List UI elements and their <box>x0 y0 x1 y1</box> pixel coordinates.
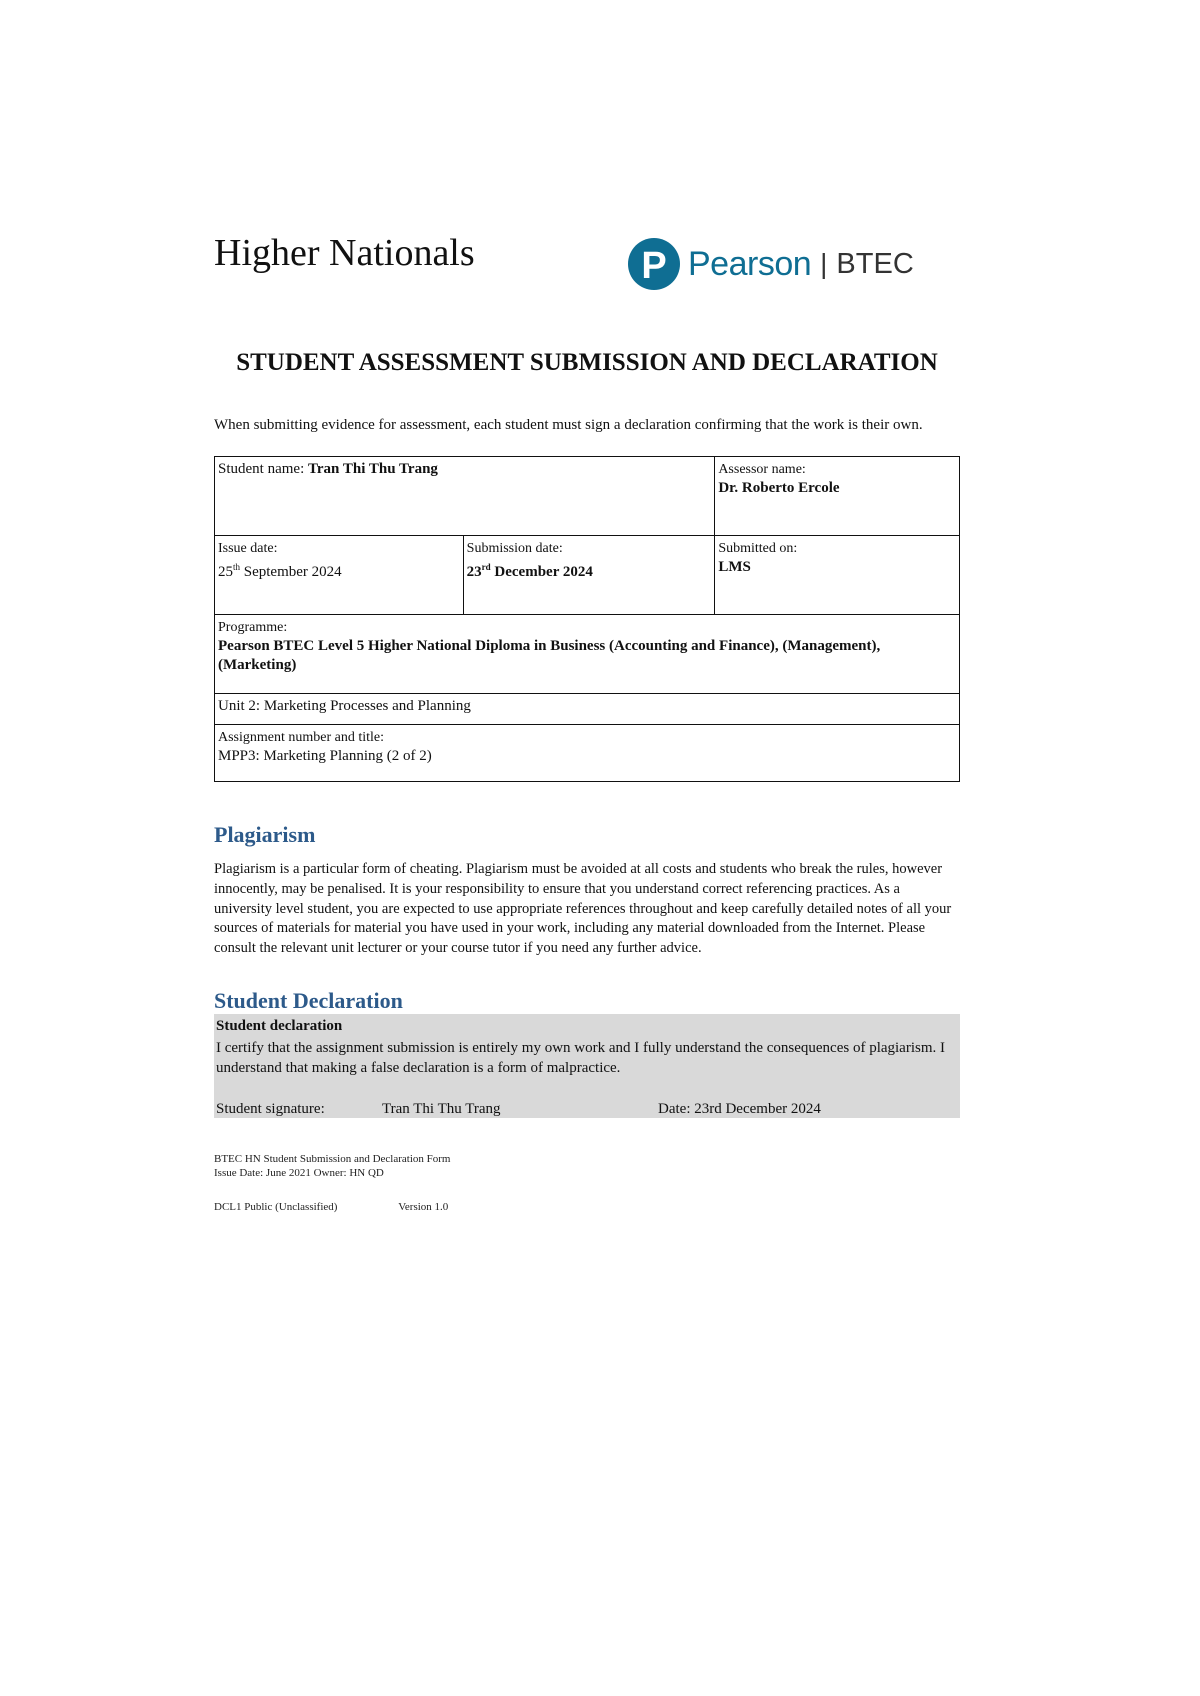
table-row <box>215 536 960 615</box>
footer-classification-row <box>214 1200 448 1214</box>
submitted-on-label: Submitted on: <box>718 541 798 556</box>
higher-nationals-title: Higher Nationals <box>214 232 475 274</box>
submitted-on-value: LMS <box>718 559 751 575</box>
programme-label: Programme: <box>218 620 288 635</box>
footer-version: Version 1.0 <box>398 1201 449 1213</box>
student-declaration-heading: Student Declaration <box>214 988 403 1013</box>
table-row <box>215 694 960 725</box>
student-name-value: Tran Thi Thu Trang <box>308 461 438 477</box>
form-title: STUDENT ASSESSMENT SUBMISSION AND DECLARATION <box>236 349 938 376</box>
table-row <box>215 725 960 782</box>
btec-wordmark: BTEC <box>836 247 914 280</box>
signature-row <box>216 1099 956 1119</box>
issue-date-value: 25th September 2024 <box>218 562 342 580</box>
plagiarism-text: Plagiarism is a particular form of cheating. Plagiarism must be avoided at all costs and students who break the rules, however innocently, may be penalised. It is your responsibility to ensure that you understand correct referencing practices. As a university level student, you are expected to use appropriate references throughout and keep carefully detailed notes of all your sources of materials for material you have used in your work, including any material downloaded from the Internet. Please consult the relevant unit lecturer or your course tutor if you need any further advice. <box>214 861 952 957</box>
submission-date-label: Submission date: <box>466 541 563 556</box>
assignment-label: Assignment number and title: <box>218 730 385 745</box>
logo-separator: | <box>820 248 828 279</box>
unit-cell: Unit 2: Marketing Processes and Planning <box>215 694 960 725</box>
pearson-p-icon <box>628 238 680 290</box>
declaration-box-title: Student declaration <box>216 1018 343 1034</box>
assessor-cell <box>715 457 960 536</box>
declaration-date: Date: 23rd December 2024 <box>658 1101 821 1117</box>
programme-value: Pearson BTEC Level 5 Higher National Diploma in Business (Accounting and Finance), (Management), (Marketing) <box>218 638 881 673</box>
pearson-wordmark: Pearson <box>688 244 812 283</box>
form-footer <box>214 1152 450 1180</box>
table-row <box>215 457 960 536</box>
programme-cell <box>215 615 960 694</box>
svg-text:P: P <box>641 245 667 287</box>
student-name-cell <box>215 457 715 536</box>
issue-date-cell <box>215 536 464 615</box>
submission-date-cell <box>463 536 715 615</box>
plagiarism-heading: Plagiarism <box>214 822 316 847</box>
assessor-label: Assessor name: <box>718 462 806 477</box>
footer-form-name: BTEC HN Student Submission and Declaration Form <box>214 1153 451 1165</box>
assessor-value: Dr. Roberto Ercole <box>718 480 840 496</box>
signature-label: Student signature: <box>216 1101 325 1117</box>
issue-date-label: Issue date: <box>218 541 278 556</box>
assignment-value: MPP3: Marketing Planning (2 of 2) <box>218 748 432 764</box>
submission-details-table <box>214 456 960 782</box>
pearson-btec-logo <box>628 238 914 290</box>
intro-text: When submitting evidence for assessment, each student must sign a declaration confirming that the work is their own. <box>214 417 923 433</box>
footer-classification: DCL1 Public (Unclassified) <box>214 1201 338 1213</box>
document-header <box>214 230 960 300</box>
student-name-label: Student name: <box>218 461 305 477</box>
submission-date-value: 23rd December 2024 <box>466 562 593 580</box>
table-row <box>215 615 960 694</box>
assignment-cell <box>215 725 960 782</box>
footer-issue-info: Issue Date: June 2021 Owner: HN QD <box>214 1167 384 1179</box>
submitted-on-cell <box>715 536 960 615</box>
declaration-box <box>214 1014 960 1118</box>
declaration-text: I certify that the assignment submission is entirely my own work and I fully understand the consequences of plagiarism. I understand that making a false declaration is a form of malpractice. <box>216 1040 946 1076</box>
signature-value: Tran Thi Thu Trang <box>382 1101 501 1117</box>
